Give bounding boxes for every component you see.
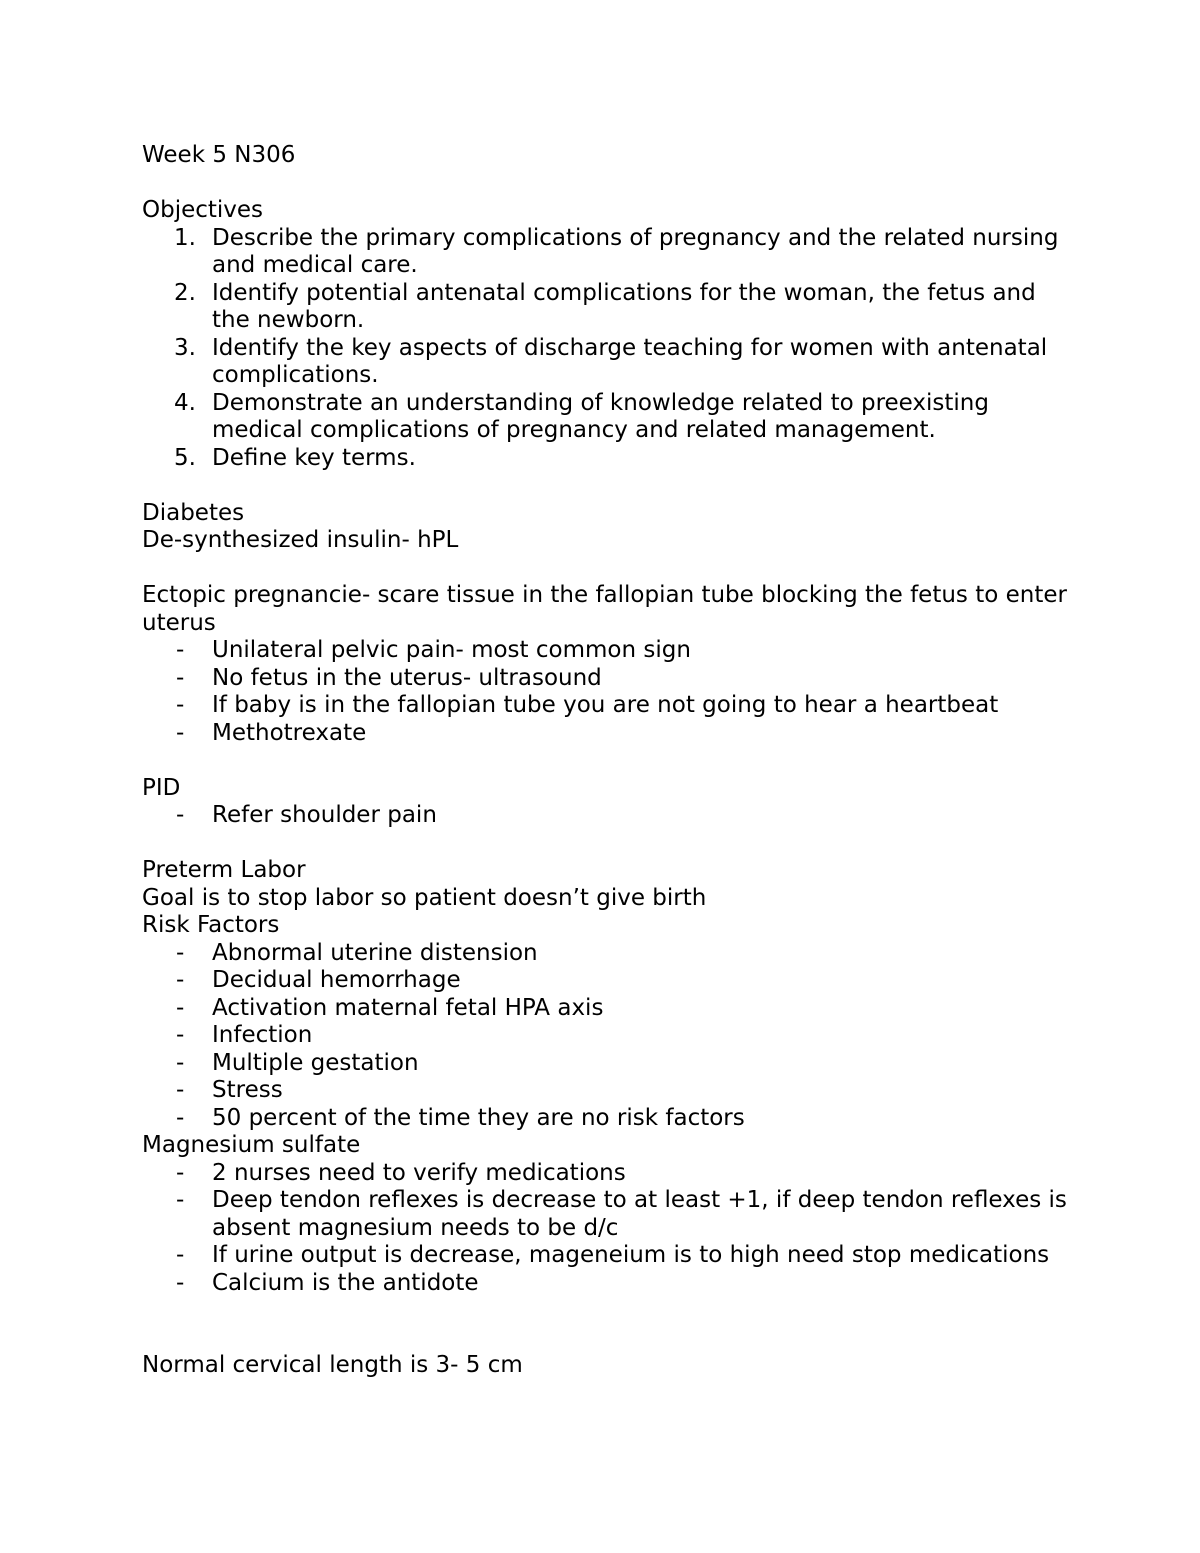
list-item (142, 1270, 1072, 1298)
objective-item (142, 280, 1072, 335)
diabetes-note: De-synthesized insulin- hPL (142, 527, 459, 553)
list-item-text: Methotrexate (212, 719, 367, 746)
list-item-text: If urine output is decrease, mageneium is to high need stop medications (212, 1242, 1050, 1268)
magnesium-heading: Magnesium sulfate (142, 1132, 361, 1158)
spacer (142, 830, 1072, 858)
list-item-text: Deep tendon reflexes is decrease to at least +1, if deep tendon reflexes is absent magnesium needs to be d/c (212, 1187, 1067, 1241)
objective-item (142, 335, 1072, 390)
diabetes-heading: Diabetes (142, 499, 245, 526)
list-item (142, 1077, 1072, 1105)
ectopic-list (142, 637, 1072, 747)
list-item-text: 50 percent of the time they are no risk factors (212, 1104, 745, 1131)
list-item-text: Multiple gestation (212, 1049, 419, 1076)
dash-bullet: - (176, 1022, 185, 1048)
spacer (142, 555, 1072, 583)
objective-text: Demonstrate an understanding of knowledge related to preexisting medical complications of pregnancy and related management. (212, 389, 989, 443)
list-item (142, 1242, 1072, 1270)
objective-item (142, 225, 1072, 280)
dash-bullet: - (176, 939, 185, 966)
list-item (142, 1160, 1072, 1188)
magnesium-list (142, 1160, 1072, 1298)
dash-bullet: - (176, 1242, 185, 1268)
risk-factors-heading: Risk Factors (142, 912, 280, 938)
pid-heading: PID (142, 774, 181, 801)
dash-bullet: - (176, 692, 185, 718)
dash-bullet: - (176, 1049, 185, 1076)
list-item-text: Abnormal uterine distension (212, 939, 538, 966)
list-item (142, 1187, 1072, 1242)
list-item (142, 692, 1072, 720)
list-item (142, 665, 1072, 693)
list-item (142, 720, 1072, 748)
list-item-text: Decidual hemorrhage (212, 967, 461, 993)
list-item-text: Activation maternal fetal HPA axis (212, 994, 604, 1021)
objective-item (142, 390, 1072, 445)
list-item (142, 1050, 1072, 1078)
spacer (142, 1297, 1072, 1352)
pid-list (142, 802, 1072, 830)
dash-bullet: - (176, 1159, 185, 1186)
objective-text: Describe the primary complications of pregnancy and the related nursing and medical care. (212, 224, 1059, 278)
dash-bullet: - (176, 802, 185, 828)
dash-bullet: - (176, 1077, 185, 1103)
list-item (142, 995, 1072, 1023)
objective-text: Identify the key aspects of discharge teaching for women with antenatal complications. (212, 334, 1048, 388)
document-title: Week 5 N306 (142, 142, 296, 168)
dash-bullet: - (176, 1187, 185, 1213)
list-number: 5. (174, 444, 196, 471)
spacer (142, 472, 1072, 500)
list-item-text: Unilateral pelvic pain- most common sign (212, 637, 691, 663)
spacer (142, 747, 1072, 775)
list-item (142, 802, 1072, 830)
dash-bullet: - (176, 637, 185, 663)
dash-bullet: - (176, 1104, 185, 1131)
cervical-length-note: Normal cervical length is 3- 5 cm (142, 1352, 523, 1378)
objective-text: Define key terms. (212, 444, 416, 471)
preterm-heading: Preterm Labor (142, 857, 306, 883)
dash-bullet: - (176, 1269, 185, 1296)
risk-factors-list (142, 940, 1072, 1133)
document-page (142, 142, 1072, 1380)
dash-bullet: - (176, 719, 185, 746)
list-number: 4. (174, 389, 196, 416)
list-item-text: Refer shoulder pain (212, 802, 437, 828)
list-item-text: Infection (212, 1022, 313, 1048)
ectopic-heading: Ectopic pregnancie- scare tissue in the fallopian tube blocking the fetus to enter uterus (142, 582, 1067, 636)
list-item-text: No fetus in the uterus- ultrasound (212, 664, 602, 691)
list-number: 2. (174, 279, 196, 306)
list-item (142, 1105, 1072, 1133)
list-item-text: If baby is in the fallopian tube you are not going to hear a heartbeat (212, 692, 999, 718)
preterm-goal: Goal is to stop labor so patient doesn’t give birth (142, 884, 707, 911)
objectives-heading: Objectives (142, 197, 264, 223)
objective-text: Identify potential antenatal complications for the woman, the fetus and the newborn. (212, 279, 1036, 333)
list-item-text: Stress (212, 1077, 283, 1103)
dash-bullet: - (176, 994, 185, 1021)
list-number: 1. (174, 224, 196, 251)
objectives-list (142, 225, 1072, 473)
list-item (142, 940, 1072, 968)
list-item (142, 637, 1072, 665)
list-item (142, 967, 1072, 995)
list-item-text: 2 nurses need to verify medications (212, 1159, 626, 1186)
objective-item (142, 445, 1072, 473)
dash-bullet: - (176, 664, 185, 691)
list-number: 3. (174, 334, 196, 361)
dash-bullet: - (176, 967, 185, 993)
list-item-text: Calcium is the antidote (212, 1269, 479, 1296)
list-item (142, 1022, 1072, 1050)
spacer (142, 170, 1072, 198)
